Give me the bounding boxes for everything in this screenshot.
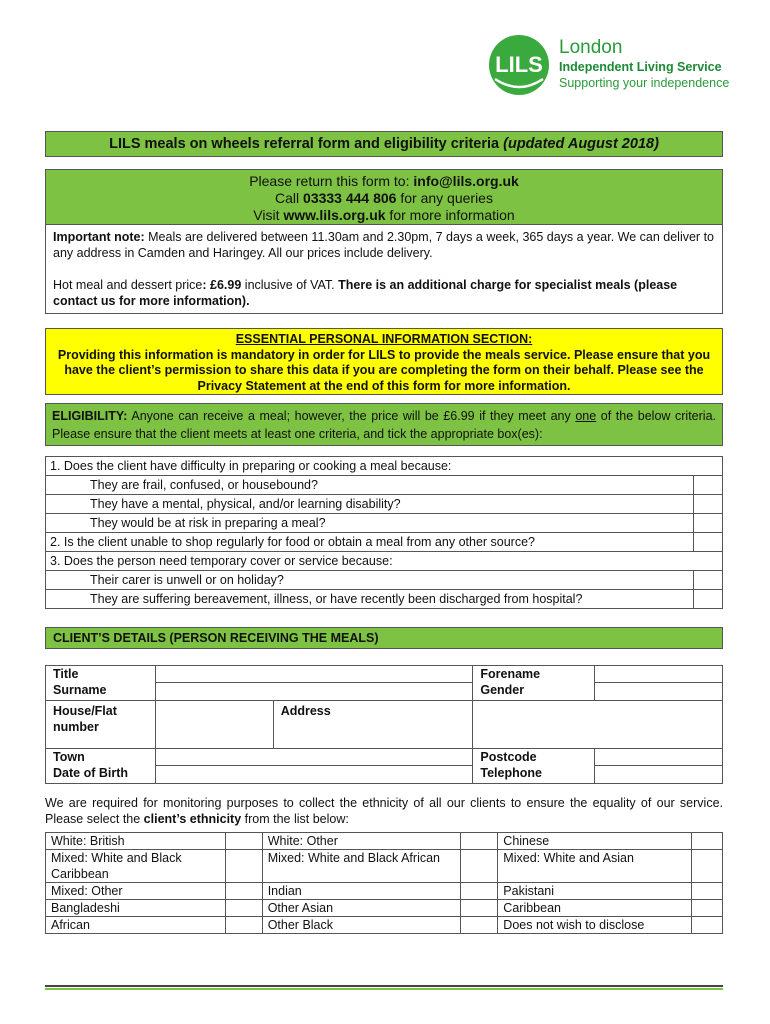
- criteria-row: [46, 476, 723, 495]
- form-title-updated: (updated August 2018): [503, 136, 659, 152]
- ethnicity-row: [46, 850, 723, 883]
- ethnicity-option: Caribbean: [498, 900, 692, 917]
- logo-london: London: [559, 37, 623, 58]
- forename-gender-labels: [473, 666, 595, 701]
- ethnicity-checkbox[interactable]: [692, 917, 723, 934]
- town-label: Town: [53, 750, 85, 764]
- town-dob-fields: [155, 749, 472, 784]
- essential-heading: ESSENTIAL PERSONAL INFORMATION SECTION:: [235, 332, 533, 346]
- forename-field[interactable]: [595, 666, 722, 683]
- ethnicity-checkbox[interactable]: [461, 850, 498, 883]
- ethnicity-option: Mixed: White and Asian: [498, 850, 692, 883]
- price-value: : £6.99: [202, 278, 242, 292]
- ethnicity-option: Indian: [262, 883, 461, 900]
- logo-tagline: Supporting your independence: [559, 76, 730, 90]
- ethnicity-checkbox[interactable]: [225, 833, 262, 850]
- visit-line: [46, 207, 722, 224]
- criteria-row: [46, 457, 723, 476]
- call-text: Call: [275, 190, 304, 206]
- phone-number: 03333 444 806: [303, 190, 397, 206]
- ethnicity-option: Mixed: Other: [46, 883, 226, 900]
- name-row: [46, 666, 723, 701]
- ethnicity-checkbox[interactable]: [461, 883, 498, 900]
- town-row: [46, 749, 723, 784]
- price-vat: inclusive of VAT.: [241, 278, 339, 292]
- ethnicity-checkbox[interactable]: [225, 883, 262, 900]
- checkbox-shop[interactable]: [694, 533, 723, 552]
- ethnicity-intro: [45, 795, 723, 827]
- question-2: 2. Is the client unable to shop regularly for food or obtain a meal from any other source?: [46, 533, 694, 552]
- ethnicity-row: [46, 883, 723, 900]
- ethnicity-checkbox[interactable]: [461, 833, 498, 850]
- address-row: [46, 701, 723, 749]
- criteria-row: [46, 590, 723, 609]
- surname-label: Surname: [53, 683, 107, 697]
- ethnicity-checkbox[interactable]: [692, 850, 723, 883]
- call-suffix: for any queries: [396, 190, 493, 206]
- visit-suffix: for more information: [385, 207, 515, 223]
- postcode-field[interactable]: [595, 749, 722, 766]
- checkbox-bereavement[interactable]: [694, 590, 723, 609]
- lils-logo: [487, 33, 730, 97]
- title-surname-fields: [155, 666, 472, 701]
- form-title-main: LILS meals on wheels referral form and eligibility criteria: [109, 136, 504, 152]
- ethnicity-table: [45, 832, 723, 934]
- ethnicity-intro-end: from the list below:: [241, 812, 349, 826]
- postcode-phone-labels: [473, 749, 595, 784]
- ethnicity-checkbox[interactable]: [692, 833, 723, 850]
- criteria-row: [46, 571, 723, 590]
- footer-rule-green: [45, 988, 723, 990]
- criterion-risk: They would be at risk in preparing a meal?: [46, 514, 694, 533]
- ethnicity-option: Other Asian: [262, 900, 461, 917]
- address-label: Address: [273, 701, 473, 749]
- ethnicity-option: Mixed: White and Black Caribbean: [46, 850, 226, 883]
- house-label: House/Flat number: [46, 701, 156, 749]
- ethnicity-option: Chinese: [498, 833, 692, 850]
- question-1: 1. Does the client have difficulty in preparing or cooking a meal because:: [46, 457, 723, 476]
- forename-gender-fields: [595, 666, 723, 701]
- ethnicity-option: White: Other: [262, 833, 461, 850]
- town-dob-labels: [46, 749, 156, 784]
- title-field[interactable]: [156, 666, 472, 683]
- ethnicity-checkbox[interactable]: [225, 917, 262, 934]
- checkbox-disability[interactable]: [694, 495, 723, 514]
- address-field[interactable]: [473, 701, 723, 749]
- eligibility-label: ELIGIBILITY:: [52, 409, 128, 423]
- ethnicity-option: Bangladeshi: [46, 900, 226, 917]
- ethnicity-checkbox[interactable]: [461, 917, 498, 934]
- ethnicity-row: [46, 900, 723, 917]
- question-3: 3. Does the person need temporary cover or service because:: [46, 552, 723, 571]
- delivery-note: [53, 229, 715, 261]
- surname-field[interactable]: [156, 683, 472, 700]
- return-text: Please return this form to:: [249, 173, 414, 189]
- ethnicity-option: White: British: [46, 833, 226, 850]
- return-line: [46, 173, 722, 190]
- title-surname-labels: [46, 666, 156, 701]
- criterion-carer: Their carer is unwell or on holiday?: [46, 571, 694, 590]
- email-link[interactable]: info@lils.org.uk: [413, 173, 519, 189]
- telephone-field[interactable]: [595, 766, 722, 783]
- criterion-disability: They have a mental, physical, and/or learning disability?: [46, 495, 694, 514]
- title-label: Title: [53, 667, 79, 681]
- ethnicity-option: African: [46, 917, 226, 934]
- checkbox-risk[interactable]: [694, 514, 723, 533]
- criteria-row: [46, 533, 723, 552]
- eligibility-text-end: of the below criteria. Please ensure that the client meets at least one criteria, and tick the appropriate box(es):: [52, 409, 716, 441]
- ethnicity-row: [46, 917, 723, 934]
- client-details-table: [45, 665, 723, 784]
- ethnicity-checkbox[interactable]: [225, 900, 262, 917]
- criteria-row: [46, 495, 723, 514]
- ethnicity-checkbox[interactable]: [461, 900, 498, 917]
- dob-label: Date of Birth: [53, 766, 128, 780]
- criteria-row: [46, 552, 723, 571]
- lils-logo-mark-icon: [487, 33, 553, 97]
- visit-text: Visit: [253, 207, 284, 223]
- gender-field[interactable]: [595, 683, 722, 700]
- contact-box: [45, 169, 723, 225]
- website-link[interactable]: www.lils.org.uk: [283, 207, 386, 223]
- checkbox-carer[interactable]: [694, 571, 723, 590]
- eligibility-one: one: [575, 409, 597, 423]
- gender-label: Gender: [480, 683, 525, 697]
- criteria-table: [45, 456, 723, 609]
- ethnicity-checkbox[interactable]: [225, 850, 262, 883]
- price-label: Hot meal and dessert price: [53, 278, 203, 292]
- note-text: Meals are delivered between 11.30am and 2.30pm, 7 days a week, 365 days a year. We can deliver to any address in Camden and Haringey. All our prices include delivery.: [53, 230, 714, 260]
- house-field[interactable]: [155, 701, 273, 749]
- eligibility-text: Anyone can receive a meal; however, the price will be £6.99 if they meet any: [127, 409, 576, 423]
- price-note: [53, 277, 715, 309]
- town-field[interactable]: [156, 749, 472, 766]
- ethnicity-checkbox[interactable]: [692, 883, 723, 900]
- call-line: [46, 190, 722, 207]
- telephone-label: Telephone: [480, 766, 542, 780]
- footer-rule-dark: [45, 985, 723, 987]
- dob-field[interactable]: [156, 766, 472, 783]
- criterion-frail: They are frail, confused, or housebound?: [46, 476, 694, 495]
- ethnicity-intro-bold: client’s ethnicity: [143, 812, 242, 826]
- forename-label: Forename: [480, 667, 541, 681]
- ethnicity-option: Does not wish to disclose: [498, 917, 692, 934]
- postcode-phone-fields: [595, 749, 723, 784]
- form-title: [45, 131, 723, 157]
- eligibility-box: [45, 403, 723, 446]
- ethnicity-checkbox[interactable]: [692, 900, 723, 917]
- logo-mark-text: LILS: [495, 52, 543, 77]
- important-note: [45, 225, 723, 314]
- ethnicity-option: Mixed: White and Black African: [262, 850, 461, 883]
- note-label: Important note:: [53, 230, 145, 244]
- criteria-row: [46, 514, 723, 533]
- criterion-bereavement: They are suffering bereavement, illness, or have recently been discharged from hospital?: [46, 590, 694, 609]
- ethnicity-option: Other Black: [262, 917, 461, 934]
- essential-text: Providing this information is mandatory in order for LILS to provide the meals service. Please ensure that you have the client’s permission to share this data if you are completing the form on their behalf. Please see the Privacy Statement at the end of this form for more information.: [57, 347, 711, 393]
- postcode-label: Postcode: [480, 750, 537, 764]
- essential-section: [45, 328, 723, 395]
- checkbox-frail[interactable]: [694, 476, 723, 495]
- ethnicity-option: Pakistani: [498, 883, 692, 900]
- client-details-heading: CLIENT’S DETAILS (PERSON RECEIVING THE MEALS): [45, 627, 723, 649]
- logo-service-name: Independent Living Service: [559, 60, 722, 74]
- ethnicity-intro-text: We are required for monitoring purposes to collect the ethnicity of all our clients to ensure the equality of our service. Please select the: [45, 796, 723, 826]
- ethnicity-row: [46, 833, 723, 850]
- specialist-note: There is an additional charge for specialist meals (please contact us for more information).: [53, 278, 678, 308]
